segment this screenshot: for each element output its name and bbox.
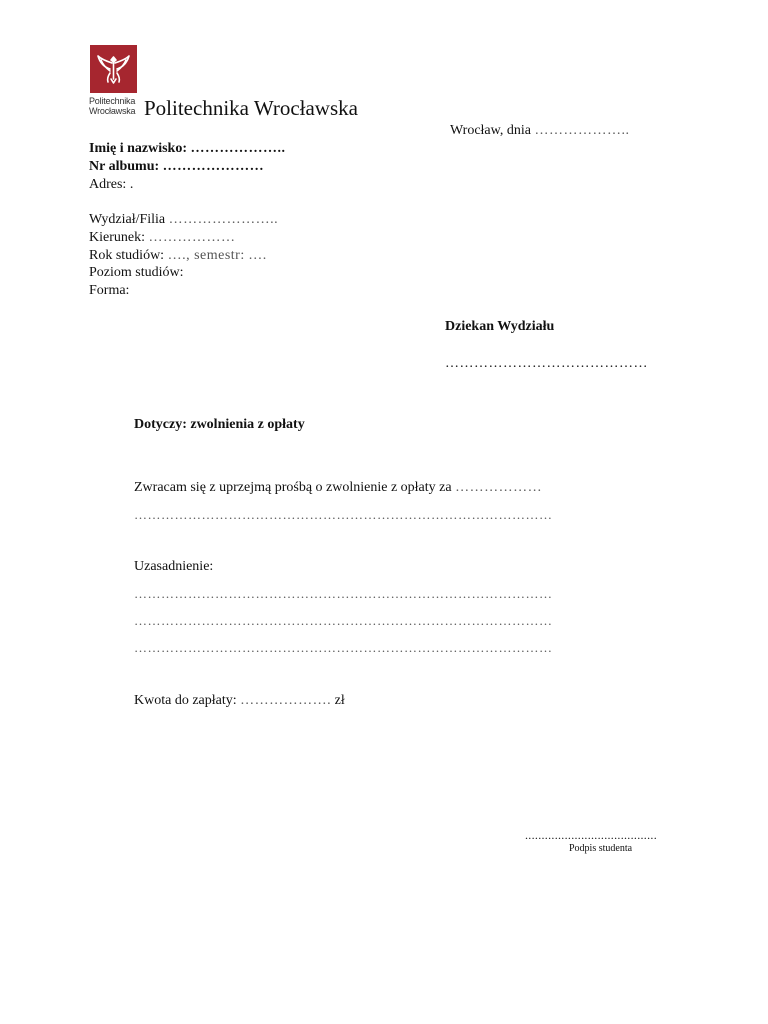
justification-line-3: ………………………………………………………………………………… — [134, 640, 553, 655]
form-field: Forma: — [89, 283, 130, 298]
request-line-2: ………………………………………………………………………………… — [134, 507, 553, 522]
justification-line-1: ………………………………………………………………………………… — [134, 586, 553, 601]
amount-unit: zł — [334, 693, 345, 708]
place-date-label: Wrocław, dnia — [450, 123, 531, 138]
university-logo — [90, 45, 137, 93]
album-field — [89, 158, 264, 176]
semester-dots: …. — [248, 248, 267, 263]
dean-label: Dziekan Wydziału — [445, 319, 555, 334]
level-field: Poziom studiów: — [89, 265, 184, 280]
eagle-icon — [90, 45, 137, 93]
justification-label: Uzasadnienie: — [134, 559, 214, 574]
amount-dots: ………………. — [240, 693, 332, 708]
album-dots: ………………… — [162, 159, 265, 174]
request-line — [134, 479, 542, 497]
faculty-field — [89, 211, 278, 229]
album-label: Nr albumu: — [89, 159, 160, 174]
signature-caption: Podpis studenta — [569, 843, 633, 854]
request-dots: ……………… — [455, 480, 543, 495]
faculty-dots: ………………….. — [168, 212, 279, 227]
faculty-label: Wydział/Filia — [89, 212, 166, 227]
subject-line: Dotyczy: zwolnienia z opłaty — [134, 417, 305, 432]
major-dots: ……………… — [148, 230, 236, 245]
year-field — [89, 247, 267, 265]
amount-field — [134, 692, 345, 710]
name-label: Imię i nazwisko: — [89, 141, 187, 156]
place-date — [450, 122, 629, 140]
major-label: Kierunek: — [89, 230, 145, 245]
place-date-dots: ……………….. — [534, 123, 630, 138]
year-dots: …., semestr: — [167, 248, 245, 263]
university-name: Politechnika Wrocławska — [144, 96, 358, 120]
logo-line-2: Wrocławska — [89, 106, 136, 116]
signature-dots: ........................................ — [525, 828, 657, 842]
justification-line-2: ………………………………………………………………………………… — [134, 613, 553, 628]
name-dots: ……………….. — [190, 141, 286, 156]
major-field — [89, 229, 235, 247]
logo-line-1: Politechnika — [89, 96, 136, 106]
year-label: Rok studiów: — [89, 248, 165, 263]
dean-dots: …………………………………… — [445, 356, 648, 371]
logo-wordmark — [89, 96, 135, 116]
name-field — [89, 140, 286, 158]
address-field: Adres: . — [89, 177, 134, 192]
request-text: Zwracam się z uprzejmą prośbą o zwolnienie z opłaty za — [134, 480, 452, 495]
amount-label: Kwota do zapłaty: — [134, 693, 237, 708]
